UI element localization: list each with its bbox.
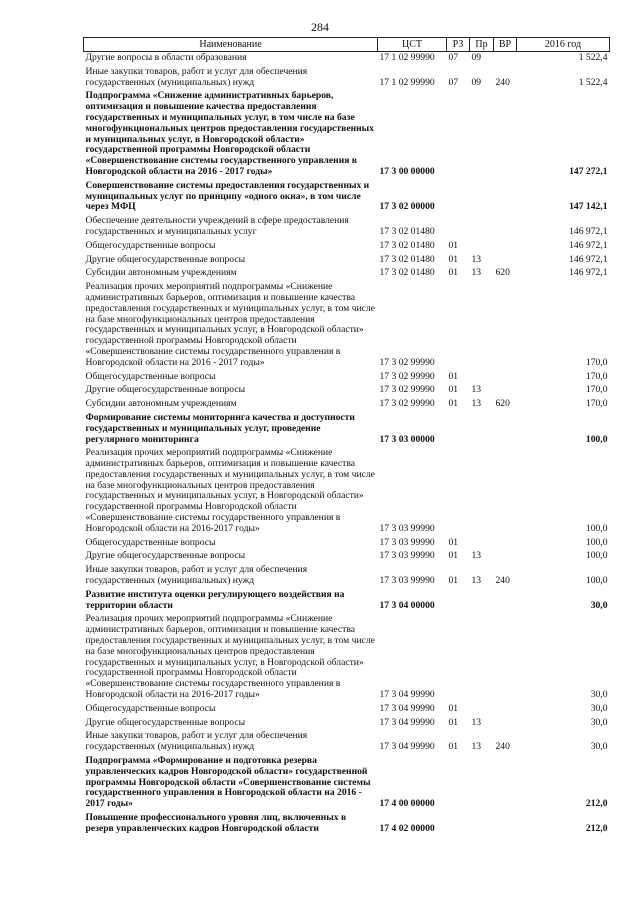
row-rz-code: 07: [448, 52, 459, 63]
table-row: [84, 613, 610, 702]
row-cst-code: 17 4 00 00000: [379, 798, 435, 810]
row-name: Формирование системы мониторинга качества и доступности государственных и муниципальных услуг, проведение регулярного мониторинга: [85, 411, 355, 445]
row-vr-code: [494, 589, 517, 614]
row-rz-code: [447, 589, 470, 614]
row-name: Обеспечение деятельности учреждений в сфере предоставления государственных и муниципальных услуг: [85, 215, 349, 237]
column-header-vr: ВР: [494, 38, 517, 52]
row-cst-code: 17 3 00 00000: [379, 165, 435, 177]
row-pr-code: 13: [471, 550, 482, 562]
row-cst-code: 17 3 02 99990: [379, 356, 435, 368]
row-pr-code: 13: [471, 267, 482, 279]
row-sum: 146 972,1: [569, 225, 608, 237]
row-rz-code: 01: [448, 239, 459, 251]
row-cst-code: 17 3 02 01480: [379, 225, 435, 237]
row-sum: 30,0: [590, 716, 608, 728]
row-vr-code: [494, 52, 517, 66]
row-name: Другие общегосударственные вопросы: [85, 716, 246, 728]
table-row: [84, 215, 610, 240]
row-vr-code: 620: [495, 398, 510, 410]
row-sum: 100,0: [585, 522, 608, 534]
row-cst-code: 17 1 02 99990: [379, 52, 435, 63]
row-vr-code: [494, 371, 517, 385]
row-pr-code: 13: [471, 398, 482, 410]
row-pr-code: 13: [471, 253, 482, 265]
row-sum: 147 142,1: [569, 201, 608, 213]
row-cst-code: 17 3 03 99990: [379, 536, 435, 548]
row-cst-code: 17 3 02 01480: [379, 239, 435, 251]
row-rz-code: 01: [448, 716, 459, 728]
row-rz-code: 01: [448, 267, 459, 279]
table-row: [84, 717, 610, 731]
row-pr-code: [470, 613, 494, 702]
row-name: Субсидии автономным учреждениям: [85, 398, 237, 410]
budget-table: [83, 37, 610, 837]
row-name: Иные закупки товаров, работ и услуг для обеспечения государственных (муниципальных) нужд: [85, 564, 308, 587]
table-row: [84, 180, 610, 215]
table-row: [84, 564, 610, 589]
table-row: [84, 412, 610, 447]
row-sum: 146 972,1: [569, 253, 608, 265]
row-rz-code: 01: [448, 575, 459, 587]
row-name: Другие общегосударственные вопросы: [85, 384, 246, 396]
row-cst-code: 17 3 02 99990: [379, 370, 435, 382]
row-vr-code: [494, 550, 517, 564]
table-row: [84, 755, 610, 812]
row-cst-code: 17 3 04 99990: [379, 716, 435, 728]
row-name: Общегосударственные вопросы: [85, 702, 216, 714]
row-rz-code: [447, 281, 470, 370]
row-name: Подпрограмма «Снижение административных барьеров, оптимизация и повышение качества предоставления государственных и муниципальных услуг, в том числе на базе многофункциональных центров предоставления государственных и муниципальных услуг, в Новгородской области» государственной программы Новгородской области «Совершенствование системы государственного управления в Новгородской области на 2016 - 2017 годы»: [85, 90, 374, 177]
table-row: [84, 371, 610, 385]
column-header-pr: Пр: [470, 38, 494, 52]
row-name: Иные закупки товаров, работ и услуг для обеспечения государственных (муниципальных) нужд: [85, 65, 308, 88]
row-sum: 170,0: [585, 356, 608, 368]
row-rz-code: [447, 447, 470, 536]
row-cst-code: 17 3 04 99990: [379, 702, 435, 714]
row-cst-code: 17 3 02 00000: [379, 201, 435, 213]
row-rz-code: 01: [448, 702, 459, 714]
row-vr-code: [494, 537, 517, 551]
row-rz-code: [447, 215, 470, 240]
table-header-row: [84, 38, 610, 52]
row-pr-code: [470, 215, 494, 240]
row-vr-code: [494, 412, 517, 447]
row-vr-code: [494, 281, 517, 370]
row-vr-code: [494, 384, 517, 398]
row-sum: 100,0: [585, 575, 608, 587]
row-rz-code: 01: [448, 536, 459, 548]
row-cst-code: 17 3 02 99990: [379, 384, 435, 396]
row-pr-code: [470, 90, 494, 179]
row-rz-code: [447, 613, 470, 702]
row-rz-code: [447, 812, 470, 837]
row-rz-code: [447, 180, 470, 215]
row-name: Другие общегосударственные вопросы: [85, 253, 246, 265]
row-cst-code: 17 3 04 00000: [379, 599, 435, 611]
row-rz-code: 01: [448, 370, 459, 382]
row-vr-code: [494, 755, 517, 812]
row-sum: 170,0: [585, 384, 608, 396]
row-name: Общегосударственные вопросы: [85, 536, 216, 548]
row-pr-code: [470, 537, 494, 551]
row-sum: 146 972,1: [569, 267, 608, 279]
row-sum: 1 522,4: [578, 76, 608, 88]
row-vr-code: [494, 215, 517, 240]
table-row: [84, 703, 610, 717]
table-row: [84, 66, 610, 91]
row-rz-code: 01: [448, 384, 459, 396]
row-pr-code: [470, 703, 494, 717]
row-vr-code: 620: [495, 267, 510, 279]
row-sum: 30,0: [590, 599, 608, 611]
row-sum: 170,0: [585, 370, 608, 382]
row-cst-code: 17 3 02 01480: [379, 267, 435, 279]
table-row: [84, 90, 610, 179]
row-pr-code: [470, 371, 494, 385]
row-vr-code: 240: [495, 741, 510, 753]
row-sum: 212,0: [585, 798, 608, 810]
column-header-cst: ЦСТ: [378, 38, 447, 52]
table-row: [84, 240, 610, 254]
row-rz-code: [447, 90, 470, 179]
row-sum: 1 522,4: [578, 52, 608, 63]
row-pr-code: 13: [471, 575, 482, 587]
table-body: [84, 52, 610, 837]
table-row: [84, 281, 610, 370]
row-pr-code: 13: [471, 741, 482, 753]
table-row: [84, 550, 610, 564]
row-pr-code: 09: [471, 52, 482, 63]
table-row: [84, 537, 610, 551]
row-cst-code: 17 4 02 00000: [379, 822, 435, 834]
row-pr-code: 13: [471, 716, 482, 728]
row-vr-code: [494, 717, 517, 731]
row-cst-code: 17 3 03 99990: [379, 550, 435, 562]
row-cst-code: 17 3 02 99990: [379, 398, 435, 410]
row-name: Реализация прочих мероприятий подпрограммы «Снижение административных барьеров, оптимизация и повышение качества предоставления государственных и муниципальных услуг, в том числе на базе многофункциональных центров предоставления государственных и муниципальных услуг, в Новгородской области» государственной программы Новгородской области «Совершенствование системы государственного управления в Новгородской области на 2016-2017 годы»: [85, 447, 375, 534]
row-rz-code: 01: [448, 253, 459, 265]
row-sum: 30,0: [590, 689, 608, 701]
row-rz-code: 01: [448, 398, 459, 410]
row-vr-code: [494, 447, 517, 536]
table-row: [84, 52, 610, 66]
row-vr-code: [494, 240, 517, 254]
row-pr-code: 13: [471, 384, 482, 396]
row-sum: 212,0: [585, 822, 608, 834]
table-row: [84, 267, 610, 281]
row-rz-code: [447, 412, 470, 447]
row-pr-code: [470, 812, 494, 837]
row-name: Реализация прочих мероприятий подпрограммы «Снижение административных барьеров, оптимизация и повышение качества предоставления государственных и муниципальных услуг, в том числе на базе многофункциональных центров предоставления государственных и муниципальных услуг, в Новгородской области» государственной программы Новгородской области «Совершенствование системы государственного управления в Новгородской области на 2016 - 2017 годы»: [85, 281, 375, 368]
row-cst-code: 17 3 03 99990: [379, 522, 435, 534]
row-sum: 100,0: [585, 550, 608, 562]
row-vr-code: 240: [495, 76, 510, 88]
row-rz-code: 07: [448, 76, 459, 88]
row-name: Другие вопросы в области образования: [85, 52, 247, 63]
row-name: Подпрограмма «Формирование и подготовка резерва управленческих кадров Новгородской области» государственной программы Новгородской области «Совершенствование системы государственного управления в Новгородской области на 2016 - 2017 годы»: [85, 755, 371, 810]
table-row: [84, 384, 610, 398]
row-name: Другие общегосударственные вопросы: [85, 550, 246, 562]
row-sum: 170,0: [585, 398, 608, 410]
row-cst-code: 17 1 02 99990: [379, 76, 435, 88]
row-sum: 100,0: [585, 536, 608, 548]
row-vr-code: [494, 613, 517, 702]
row-pr-code: [470, 281, 494, 370]
row-name: Совершенствование системы предоставления государственных и муниципальных услуг по принципу «одного окна», в том числе через МФЦ: [85, 179, 370, 213]
row-pr-code: [470, 180, 494, 215]
row-vr-code: [494, 254, 517, 268]
table-row: [84, 447, 610, 536]
row-vr-code: [494, 703, 517, 717]
column-header-rz: РЗ: [447, 38, 470, 52]
row-pr-code: [470, 412, 494, 447]
table-row: [84, 589, 610, 614]
row-name: Иные закупки товаров, работ и услуг для обеспечения государственных (муниципальных) нужд: [85, 730, 308, 753]
row-sum: 30,0: [590, 702, 608, 714]
row-name: Повышение профессионального уровня лиц, включенных в резерв управленческих кадров Новгородской области: [85, 812, 347, 834]
row-sum: 146 972,1: [569, 239, 608, 251]
row-cst-code: 17 3 03 99990: [379, 575, 435, 587]
row-pr-code: [470, 755, 494, 812]
row-name: Развитие института оценки регулирующего воздействия на территории области: [85, 588, 345, 611]
row-name: Субсидии автономным учреждениям: [85, 267, 237, 279]
row-name: Общегосударственные вопросы: [85, 370, 216, 382]
row-cst-code: 17 3 03 00000: [379, 433, 435, 445]
page-number: 284: [311, 20, 329, 34]
row-sum: 100,0: [585, 433, 608, 445]
row-vr-code: [494, 812, 517, 837]
row-vr-code: 240: [495, 575, 510, 587]
row-sum: 147 272,1: [569, 165, 608, 177]
table-row: [84, 254, 610, 268]
row-pr-code: [470, 240, 494, 254]
row-cst-code: 17 3 04 99990: [379, 741, 435, 753]
row-rz-code: [447, 755, 470, 812]
table-row: [84, 730, 610, 755]
row-rz-code: 01: [448, 550, 459, 562]
row-sum: 30,0: [590, 741, 608, 753]
column-header-name: Наименование: [84, 38, 378, 52]
row-vr-code: [494, 90, 517, 179]
row-rz-code: 01: [448, 741, 459, 753]
row-cst-code: 17 3 04 99990: [379, 689, 435, 701]
row-cst-code: 17 3 02 01480: [379, 253, 435, 265]
row-pr-code: [470, 589, 494, 614]
row-name: Реализация прочих мероприятий подпрограммы «Снижение административных барьеров, оптимизация и повышение качества предоставления государственных и муниципальных услуг, в том числе на базе многофункциональных центров предоставления государственных и муниципальных услуг, в Новгородской области» государственной программы Новгородской области «Совершенствование системы государственного управления в Новгородской области на 2016-2017 годы»: [85, 613, 375, 701]
table-row: [84, 812, 610, 837]
column-header-year: 2016 год: [517, 38, 610, 52]
row-vr-code: [494, 180, 517, 215]
row-pr-code: 09: [471, 76, 482, 88]
row-name: Общегосударственные вопросы: [85, 239, 216, 251]
table-row: [84, 398, 610, 412]
row-pr-code: [470, 447, 494, 536]
